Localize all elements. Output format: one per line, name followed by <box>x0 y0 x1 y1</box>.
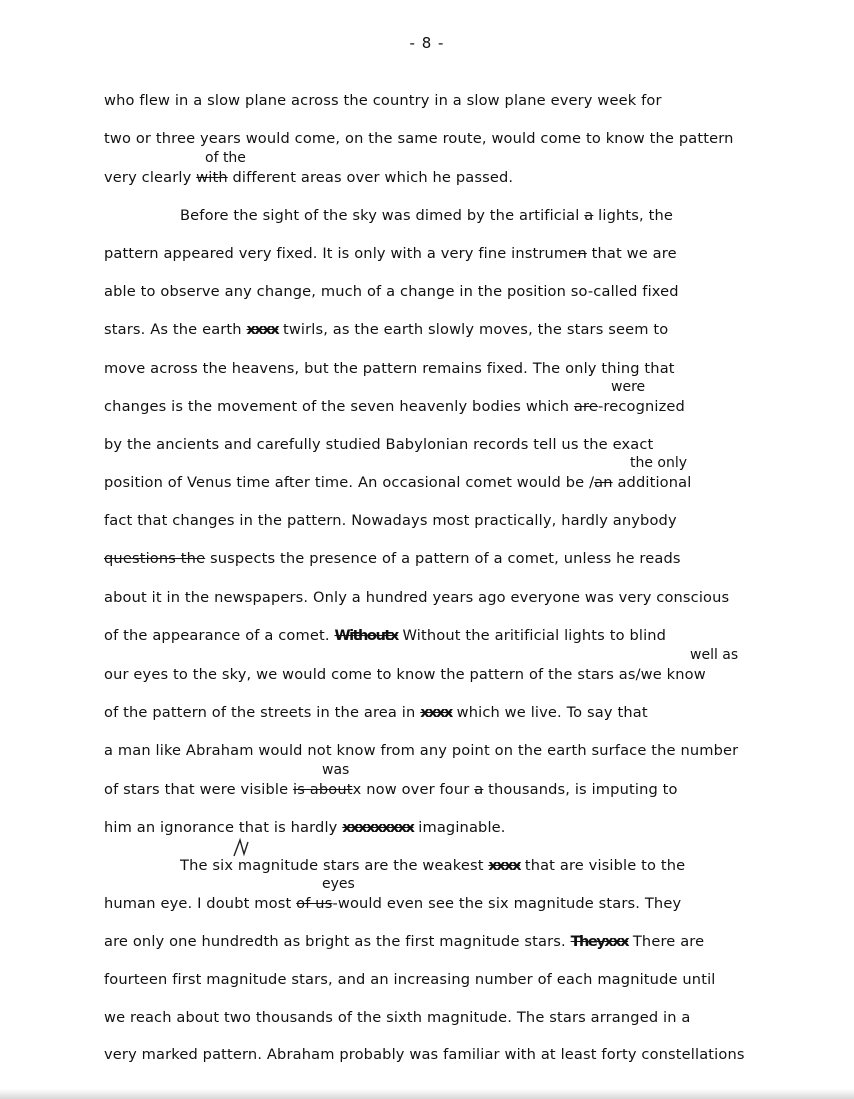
text-line: human eye. I doubt most of us-would even see the six magnitude stars. They <box>104 895 682 912</box>
struck-text: are <box>573 398 598 415</box>
text-line: fact that changes in the pattern. Nowadays most practically, hardly anybody <box>104 512 677 529</box>
text-line: The six magnitude stars are the weakest xxxx that are visible to the <box>180 857 686 874</box>
page-number: - 8 - <box>409 34 445 52</box>
typed-over-text: Withoutx <box>334 627 398 644</box>
struck-text: is about <box>293 781 353 798</box>
text-line: by the ancients and carefully studied Babylonian records tell us the exact <box>104 436 654 453</box>
typed-over-text: xxxx <box>488 857 521 874</box>
text-line: are only one hundredth as bright as the first magnitude stars. Theyxxx There are <box>104 933 705 950</box>
struck-text: a <box>584 207 594 224</box>
typed-over-text: xxxx <box>246 321 279 338</box>
handwritten-insertion: of the <box>205 150 246 166</box>
text-line: about it in the newspapers. Only a hundred years ago everyone was very conscious <box>104 589 730 606</box>
handwritten-insertion: were <box>611 379 646 395</box>
handwritten-insertion: eyes <box>322 876 355 892</box>
text-line: him an ignorance that is hardly xxxxxxxxx imaginable. <box>104 819 506 836</box>
typed-over-text: xxxxxxxxx <box>342 819 414 836</box>
handwritten-insertion: well as <box>690 647 739 663</box>
text-line: stars. As the earth xxxx twirls, as the earth slowly moves, the stars seem to <box>104 321 669 338</box>
text-line: who flew in a slow plane across the country in a slow plane every week for <box>104 92 662 109</box>
handwritten-insertion: the only <box>630 455 688 471</box>
text-line: of the pattern of the streets in the area in xxxx which we live. To say that <box>104 704 648 721</box>
struck-text: with <box>196 169 228 186</box>
text-line: two or three years would come, on the same route, would come to know the pattern <box>104 130 734 147</box>
struck-text: n <box>577 245 587 262</box>
struck-text: of us <box>296 895 333 912</box>
typed-over-text: Theyxxx <box>570 933 629 950</box>
text-line: fourteen first magnitude stars, and an increasing number of each magnitude until <box>104 971 716 988</box>
typed-over-text: xxxx <box>420 704 452 721</box>
text-line: very marked pattern. Abraham probably was familiar with at least forty constellations <box>104 1046 745 1063</box>
text-line: position of Venus time after time. An occasional comet would be /an additional <box>104 474 692 491</box>
text-line: our eyes to the sky, we would come to know the pattern of the stars as/we know <box>104 666 706 683</box>
struck-text: questions the <box>104 550 206 567</box>
text-line: Before the sight of the sky was dimed by the artificial a lights, the <box>180 207 673 224</box>
text-line: changes is the movement of the seven heavenly bodies which are-recognized <box>104 398 685 415</box>
insertion-caret: / <box>635 666 641 683</box>
text-line: we reach about two thousands of the sixth magnitude. The stars arranged in a <box>104 1009 691 1026</box>
text-line: able to observe any change, much of a change in the position so-called fixed <box>104 283 679 300</box>
handwritten-insertion: was <box>322 762 350 778</box>
text-line: a man like Abraham would not know from any point on the earth surface the number <box>104 742 739 759</box>
text-line: very clearly with different areas over which he passed. <box>104 169 514 186</box>
scan-edge-shadow <box>0 1089 854 1099</box>
text-line: of the appearance of a comet. Withoutx Without the aritificial lights to blind <box>104 627 667 644</box>
insertion-caret: / <box>589 474 595 491</box>
struck-text: a <box>474 781 484 798</box>
text-line: pattern appeared very fixed. It is only with a very fine instrumen that we are <box>104 245 677 262</box>
text-line: of stars that were visible is aboutx now over four a thousands, is imputing to <box>104 781 678 798</box>
struck-text: an <box>594 474 613 491</box>
text-line: move across the heavens, but the pattern remains fixed. The only thing that <box>104 360 675 377</box>
text-line: questions the suspects the presence of a pattern of a comet, unless he reads <box>104 550 681 567</box>
